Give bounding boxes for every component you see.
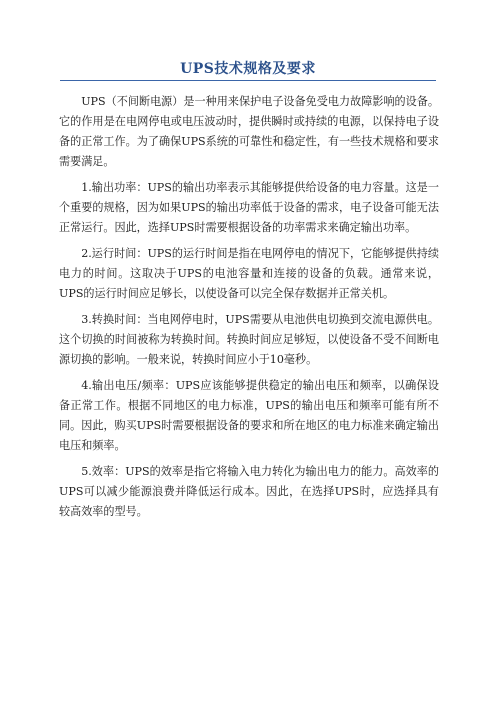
document-body [59,92,439,528]
paragraph-runtime: 2.运行时间：UPS的运行时间是指在电网停电的情况下，它能够提供持续电力的时间。这取决于UPS的电池容量和连接的设备的负载。通常来说，UPS的运行时间应足够长，以使设备可以完全保存数据并正常关机。 [59,247,439,300]
intro-paragraph: UPS（不间断电源）是一种用来保护电子设备免受电力故障影响的设备。它的作用是在电网停电或电压波动时，提供瞬时或持续的电源，以保持电子设备的正常工作。为了确保UPS系统的可靠性和稳定性，有一些技术规格和要求需要满足。 [59,95,439,168]
paragraph-output-voltage-frequency: 4.输出电压/频率：UPS应该能够提供稳定的输出电压和频率，以确保设备正常工作。根据不同地区的电力标准，UPS的输出电压和频率可能有所不同。因此，购买UPS时需要根据设备的要求和所在地区的电力标准来确定输出电压和频率。 [59,379,439,452]
paragraph-transfer-time: 3.转换时间：当电网停电时，UPS需要从电池供电切换到交流电源供电。这个切换的时间被称为转换时间。转换时间应足够短，以使设备不受不间断电源切换的影响。一般来说，转换时间应小于10毫秒。 [59,313,439,366]
paragraph-output-power: 1.输出功率：UPS的输出功率表示其能够提供给设备的电力容量。这是一个重要的规格，因为如果UPS的输出功率低于设备的需求，电子设备可能无法正常运行。因此，选择UPS时需要根据设备的功率需求来确定输出功率。 [59,181,439,234]
paragraph-efficiency: 5.效率：UPS的效率是指它将输入电力转化为输出电力的能力。高效率的UPS可以减少能源浪费并降低运行成本。因此，在选择UPS时，应选择具有较高效率的型号。 [59,465,439,518]
title-underline [60,80,436,81]
document-title: UPS技术规格及要求 [180,61,316,77]
